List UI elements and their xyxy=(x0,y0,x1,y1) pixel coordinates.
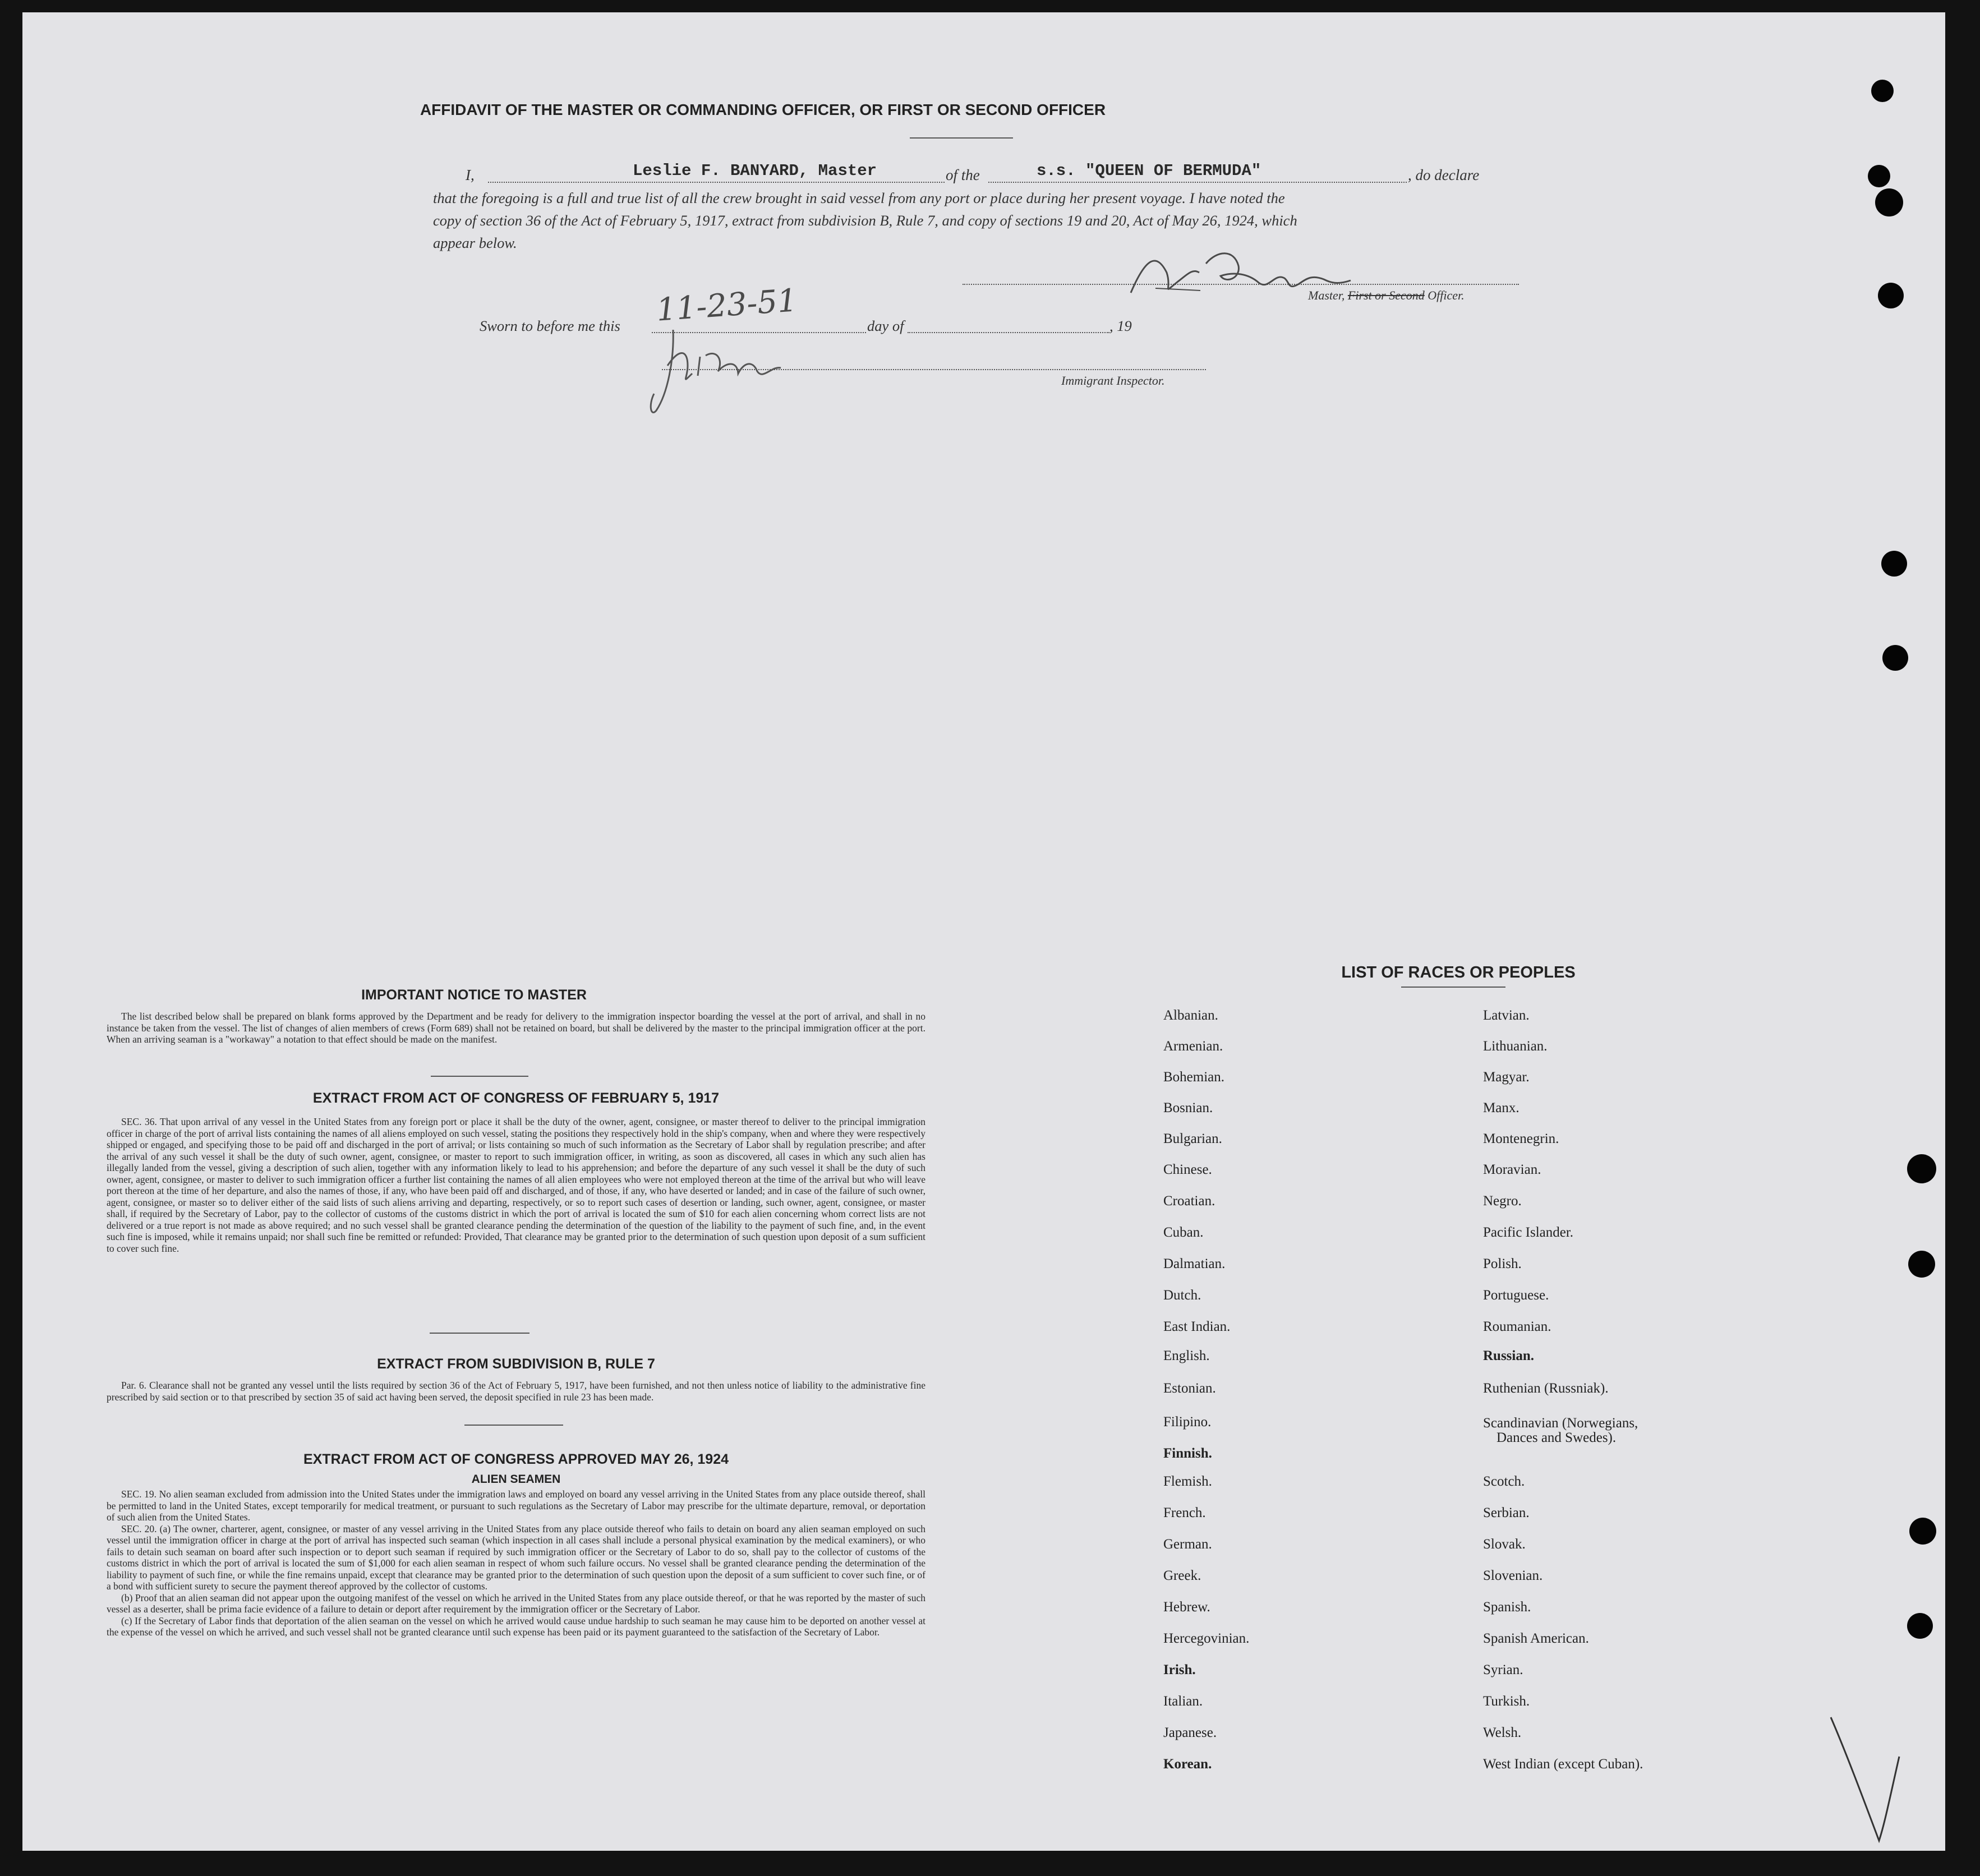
divider xyxy=(464,1425,563,1426)
of-the-label: of the xyxy=(946,167,980,183)
race-item: Italian. xyxy=(1163,1694,1203,1709)
manifest-page xyxy=(22,12,1945,1851)
notice-title: IMPORTANT NOTICE TO MASTER xyxy=(361,987,587,1003)
punch-hole xyxy=(1882,645,1908,671)
race-item: Slovak. xyxy=(1483,1537,1526,1552)
pencil-check-mark xyxy=(1829,1684,1907,1851)
day-of-label: day of xyxy=(867,317,904,334)
race-item: Finnish. xyxy=(1163,1446,1212,1461)
year-label: , 19 xyxy=(1109,317,1132,334)
extract-1924-subtitle: ALIEN SEAMEN xyxy=(471,1473,561,1486)
race-item: Serbian. xyxy=(1483,1505,1530,1520)
race-item: East Indian. xyxy=(1163,1319,1231,1334)
race-item: Turkish. xyxy=(1483,1694,1530,1709)
race-item: Roumanian. xyxy=(1483,1319,1551,1334)
race-item: Syrian. xyxy=(1483,1662,1523,1677)
race-item: Hebrew. xyxy=(1163,1600,1210,1615)
race-item: Filipino. xyxy=(1163,1414,1212,1430)
race-item: Welsh. xyxy=(1483,1725,1522,1740)
divider xyxy=(430,1333,529,1334)
race-item: Bohemian. xyxy=(1163,1070,1225,1085)
section-36-paragraph: SEC. 36. That upon arrival of any vessel in the United States from any foreign port or place it shall be the duty of the owner, agent, consignee, or master thereof to deliver to the principal immigration officer in charge of the port of arrival lists containing the names of all aliens employed on such vessel, stating the positions they respectively hold in the ship's company, when and where they were respectively shipped or engaged, and specifying those to be paid off and discharged in the port of arrival; or lists containing so much of such information as the Secretary of Labor shall by regulation prescribe; and after the arrival of any such vessel it shall be the duty of such owner, agent, consignee, or master to report to such immigration officer, in writing, as soon as discovered, all cases in which any such alien has illegally landed from the vessel, giving a description of such alien, together with any information likely to lead to his apprehension; and before the departure of any such vessel it shall be the duty of such owner, agent, consignee, or master to deliver to such immigration officer a further list containing the names of all alien employees who were not employed thereon at the time of the arrival but who will leave port thereon at the time of her departure, and also the names of those, if any, who have been paid off and discharged, and of those, if any, who have deserted or landed; and in case of the failure of such owner, agent, consignee, or master so to deliver either of the said lists of such aliens arriving and departing, respectively, or so to report such cases of desertion or landing, such owner, agent, consignee, or master shall, if required by the Secretary of Labor, pay to the collector of customs of the customs district in which the port of arrival is located the sum of $10 for each alien concerning whom correct lists are not delivered or a true report is not made as above required; and no such vessel shall be granted clearance pending the determination of the question of the liability to the payment of such fine, and, in the event such fine is imposed, while it remains unpaid; nor shall such fine be remitted or refunded: Provided, That clearance may be granted prior to the determination of such question upon deposit of a sum sufficient to cover such fine. xyxy=(107,1116,925,1254)
vessel-name-typed: s.s. "QUEEN OF BERMUDA" xyxy=(1037,162,1261,180)
race-item: Japanese. xyxy=(1163,1725,1217,1740)
sworn-label: Sworn to before me this xyxy=(480,317,620,334)
race-item: Pacific Islander. xyxy=(1483,1225,1574,1240)
punch-hole xyxy=(1907,1613,1933,1639)
race-item: Lithuanian. xyxy=(1483,1039,1548,1054)
extract-rule7-title: EXTRACT FROM SUBDIVISION B, RULE 7 xyxy=(377,1356,655,1372)
punch-hole xyxy=(1907,1154,1936,1183)
extract-1917-body xyxy=(107,1116,925,1254)
race-item: Croatian. xyxy=(1163,1193,1215,1209)
punch-hole xyxy=(1875,188,1903,216)
affidavit-line-3: copy of section 36 of the Act of February 5, 1917, extract from subdivision B, Rule 7, and copy of sections 19 and 20, Act of May 26, 1924, which xyxy=(433,212,1297,229)
race-item: Slovenian. xyxy=(1483,1568,1543,1583)
race-item: Dances and Swedes). xyxy=(1496,1430,1617,1445)
race-item: Irish. xyxy=(1163,1662,1196,1677)
affidavit-title: AFFIDAVIT OF THE MASTER OR COMMANDING OFFICER, OR FIRST OR SECOND OFFICER xyxy=(420,101,1106,118)
notice-paragraph: The list described below shall be prepared on blank forms approved by the Department and be ready for delivery to the immigration inspector boarding the vessel at the port of arrival, and shall in no instance be taken from the vessel. The list of changes of alien members of crews (Form 689) shall not be retained on board, but shall be delivered by the master to the principal immigration officer at the port. When an arriving seaman is a "workaway" a notation to that effect should be made on the manifest. xyxy=(107,1011,925,1045)
race-item: Flemish. xyxy=(1163,1474,1212,1489)
master-name-field xyxy=(488,182,945,183)
extract-rule7-body xyxy=(107,1380,925,1403)
declare-label: , do declare xyxy=(1408,167,1480,183)
punch-hole xyxy=(1868,165,1890,187)
i-label: I, xyxy=(466,167,475,183)
race-item: Estonian. xyxy=(1163,1381,1216,1396)
divider xyxy=(431,1076,528,1077)
divider xyxy=(1401,987,1505,988)
section-20b-paragraph: (b) Proof that an alien seaman did not appear upon the outgoing manifest of the vessel on which he arrived in the United States from any place outside thereof, or that he was reported by the master of such vessel as a deserter, shall be prima facie evidence of a failure to detain or deport after requirement by the immigration officer or the Secretary of Labor. xyxy=(107,1592,925,1615)
inspector-signature xyxy=(634,326,825,422)
race-item: Albanian. xyxy=(1163,1008,1218,1023)
race-item: Ruthenian (Russniak). xyxy=(1483,1381,1609,1396)
punch-hole xyxy=(1871,80,1894,102)
race-item: Scotch. xyxy=(1483,1474,1525,1489)
officer-caption xyxy=(1308,288,1465,303)
race-item: Korean. xyxy=(1163,1757,1212,1772)
race-item: English. xyxy=(1163,1348,1210,1363)
punch-hole xyxy=(1909,1518,1936,1545)
officer-caption-struck: First or Second xyxy=(1347,288,1425,302)
inspector-caption: Immigrant Inspector. xyxy=(1061,374,1165,388)
race-item: Bosnian. xyxy=(1163,1100,1213,1116)
race-item: Polish. xyxy=(1483,1256,1522,1271)
vessel-name-field xyxy=(988,182,1407,183)
race-item: Scandinavian (Norwegians, xyxy=(1483,1416,1638,1431)
sworn-date-handwritten: 11-23-51 xyxy=(655,282,799,329)
race-item: Armenian. xyxy=(1163,1039,1223,1054)
notice-body xyxy=(107,1011,925,1045)
race-item: Spanish American. xyxy=(1483,1631,1589,1646)
par-6-paragraph: Par. 6. Clearance shall not be granted any vessel until the lists required by section 36 of the Act of February 5, 1917, have been furnished, and not then unless notice of liability to the administrative fine prescribed by said section or to that prescribed by section 35 of said act having been served, the deposit specified in rule 23 has been made. xyxy=(107,1380,925,1403)
race-item: Moravian. xyxy=(1483,1162,1541,1177)
divider xyxy=(910,137,1013,139)
race-item: Russian. xyxy=(1483,1348,1535,1363)
race-item: German. xyxy=(1163,1537,1212,1552)
day-of-field xyxy=(908,332,1109,333)
races-title: LIST OF RACES OR PEOPLES xyxy=(1341,964,1576,981)
punch-hole xyxy=(1908,1251,1935,1278)
race-item: Bulgarian. xyxy=(1163,1131,1222,1146)
punch-hole xyxy=(1878,283,1904,308)
affidavit-line-2: that the foregoing is a full and true list of all the crew brought in said vessel from any port or place during her present voyage. I have noted the xyxy=(433,190,1285,206)
race-item: Magyar. xyxy=(1483,1070,1530,1085)
race-item: Chinese. xyxy=(1163,1162,1212,1177)
master-name-typed: Leslie F. BANYARD, Master xyxy=(633,162,877,180)
race-item: Greek. xyxy=(1163,1568,1201,1583)
race-item: Dutch. xyxy=(1163,1288,1201,1303)
extract-1924-body xyxy=(107,1488,925,1638)
race-item: Spanish. xyxy=(1483,1600,1531,1615)
extract-1924-title: EXTRACT FROM ACT OF CONGRESS APPROVED MAY 26, 1924 xyxy=(303,1451,729,1467)
race-item: Montenegrin. xyxy=(1483,1131,1559,1146)
race-item: West Indian (except Cuban). xyxy=(1483,1757,1643,1772)
affidavit-line-4: appear below. xyxy=(433,234,517,251)
officer-caption-master: Master, xyxy=(1308,288,1348,302)
section-20a-paragraph: SEC. 20. (a) The owner, charterer, agent, consignee, or master of any vessel arriving in the United States from any place outside thereof who fails to detain on board any alien seaman employed on such vessel until the immigration officer in charge at the port of arrival has inspected such seaman (which inspection in all cases shall include a personal physical examination by the medical examiners), or who fails to detain such seaman on board after such inspection or to deport such seaman if required by such immigration officer or the Secretary of Labor to do so, shall pay to the collector of customs of the customs district in which the port of arrival is located the sum of $1,000 for each alien seaman in respect of whom such failure occurs. No vessel shall be granted clearance pending the determination of the liability to payment of such fine, or while the fine remains unpaid, except that clearance may be granted prior to the determination of such question upon the deposit of a sum sufficient to cover such fine, or of a bond with sufficient surety to secure the payment thereof approved by the collector of customs. xyxy=(107,1523,925,1592)
race-item: Manx. xyxy=(1483,1100,1519,1116)
race-item: Negro. xyxy=(1483,1193,1522,1209)
race-item: Dalmatian. xyxy=(1163,1256,1226,1271)
extract-1917-title: EXTRACT FROM ACT OF CONGRESS OF FEBRUARY 5, 1917 xyxy=(312,1090,720,1106)
officer-caption-officer: Officer. xyxy=(1424,288,1465,302)
race-item: Latvian. xyxy=(1483,1008,1530,1023)
race-item: Hercegovinian. xyxy=(1163,1631,1250,1646)
race-item: Cuban. xyxy=(1163,1225,1204,1240)
race-item: Portuguese. xyxy=(1483,1288,1549,1303)
section-19-paragraph: SEC. 19. No alien seaman excluded from admission into the United States under the immigration laws and employed on board any vessel arriving in the United States from any place outside thereof, shall be permitted to land in the United States, except temporarily for medical treatment, or pursuant to such regulations as the Secretary of Labor may prescribe for the ultimate departure, removal, or deportation of such alien from the United States. xyxy=(107,1488,925,1523)
race-item: French. xyxy=(1163,1505,1206,1520)
section-20c-paragraph: (c) If the Secretary of Labor finds that deportation of the alien seaman on the vessel on which he arrived would cause undue hardship to such seaman he may cause him to be deported on another vessel at the expense of the vessel on which he arrived, and such vessel shall not be granted clearance until such expense has been paid or its payment guaranteed to the satisfaction of the Secretary of Labor. xyxy=(107,1615,925,1638)
punch-hole xyxy=(1881,551,1907,577)
